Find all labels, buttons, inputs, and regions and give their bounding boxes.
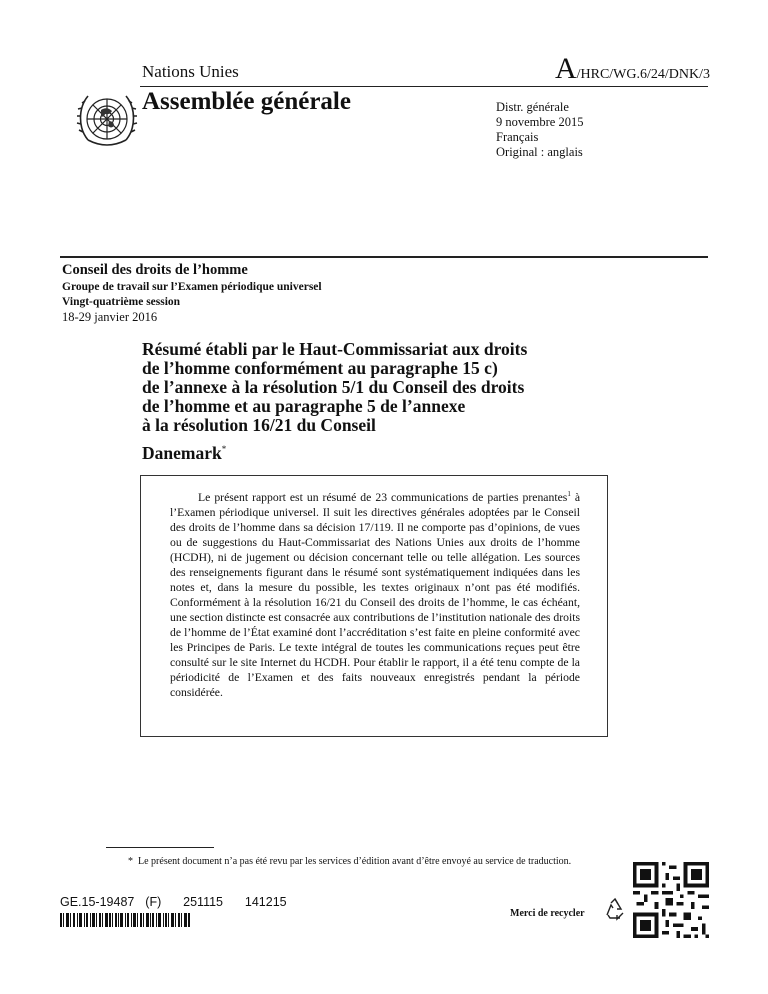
session: Vingt-quatrième session <box>62 296 181 308</box>
recycle-label: Merci de recycler <box>510 908 585 919</box>
title-line: de l’homme conformément au paragraphe 15 c) <box>142 358 498 378</box>
footnote-mark: * <box>128 856 133 867</box>
original-line: Original : anglais <box>496 145 583 159</box>
footnote-text: Le présent document n’a pas été revu par les services d’édition avant d’être envoyé au service de traduction. <box>138 856 572 867</box>
job-number: GE.15-19487 (F) 251115 141215 <box>60 895 287 909</box>
footnote <box>106 855 618 868</box>
title-line: à la résolution 16/21 du Conseil <box>142 415 376 435</box>
title-line: de l’annexe à la résolution 5/1 du Conseil des droits <box>142 377 525 397</box>
language-line: Français <box>496 130 539 144</box>
symbol-rest: /HRC/WG.6/24/DNK/3 <box>576 67 710 82</box>
un-emblem-icon <box>74 88 140 154</box>
organ-title: Assemblée générale <box>142 88 351 115</box>
abstract-text <box>170 487 580 700</box>
country-name: Danemark <box>142 443 222 463</box>
title-line: Résumé établi par le Haut-Commissariat aux droits <box>142 339 528 359</box>
country-heading <box>142 443 226 464</box>
abstract-part: à l’Examen périodique universel. Il suit les directives générales adoptées par le Conseil des droits de l’homme dans sa décision 17/119. Il ne comporte pas d’opinions, de vues ou de suggestions du Haut-Commissariat des Nations Unies aux droits de l’homme (HCDH), ni de jugement ou décision concernant telle ou telle allégation. Les sources des renseignements figurant dans le résumé sont systématiquement indiquées dans les notes et, dans la mesure du possible, les textes originaux n’ont pas été modifiés. Conformément à la résolution 16/21 du Conseil des droits de l’homme, le cas échéant, une section distincte est consacrée aux contributions de l’institution nationale des droits de l’homme de l’État examiné dont l’accréditation s’est faite en pleine conformité avec les Principes de Paris. Le texte intégral de toutes les communications reçues peut être consulté sur le site Internet du HCDH. Pour établir le rapport, il a été tenu compte de la périodicité de l’Examen et des faits nouveaux enregistrés pendant la période considérée. <box>170 490 581 699</box>
session-dates: 18-29 janvier 2016 <box>62 310 158 324</box>
document-symbol <box>555 54 710 84</box>
note-ref: 1 <box>567 490 571 498</box>
working-group: Groupe de travail sur l’Examen périodique universel <box>62 281 322 293</box>
header-rule <box>140 86 708 87</box>
title-line: de l’homme et au paragraphe 5 de l’annexe <box>142 396 466 416</box>
distribution-block <box>496 100 583 160</box>
footnote-marker: * <box>221 444 227 455</box>
distribution-line: Distr. générale <box>496 100 569 114</box>
footnote-rule <box>106 847 214 848</box>
symbol-prefix: A <box>554 52 577 85</box>
org-name: Nations Unies <box>142 62 239 81</box>
barcode-icon <box>60 913 190 927</box>
date-line: 9 novembre 2015 <box>496 115 584 129</box>
document-title <box>142 340 612 435</box>
abstract-part: Le présent rapport est un résumé de 23 communications de parties prenantes <box>198 490 568 504</box>
section-rule <box>60 256 708 258</box>
qr-code-icon <box>633 862 709 938</box>
recycle-icon <box>602 896 628 922</box>
council-name: Conseil des droits de l’homme <box>62 262 248 278</box>
